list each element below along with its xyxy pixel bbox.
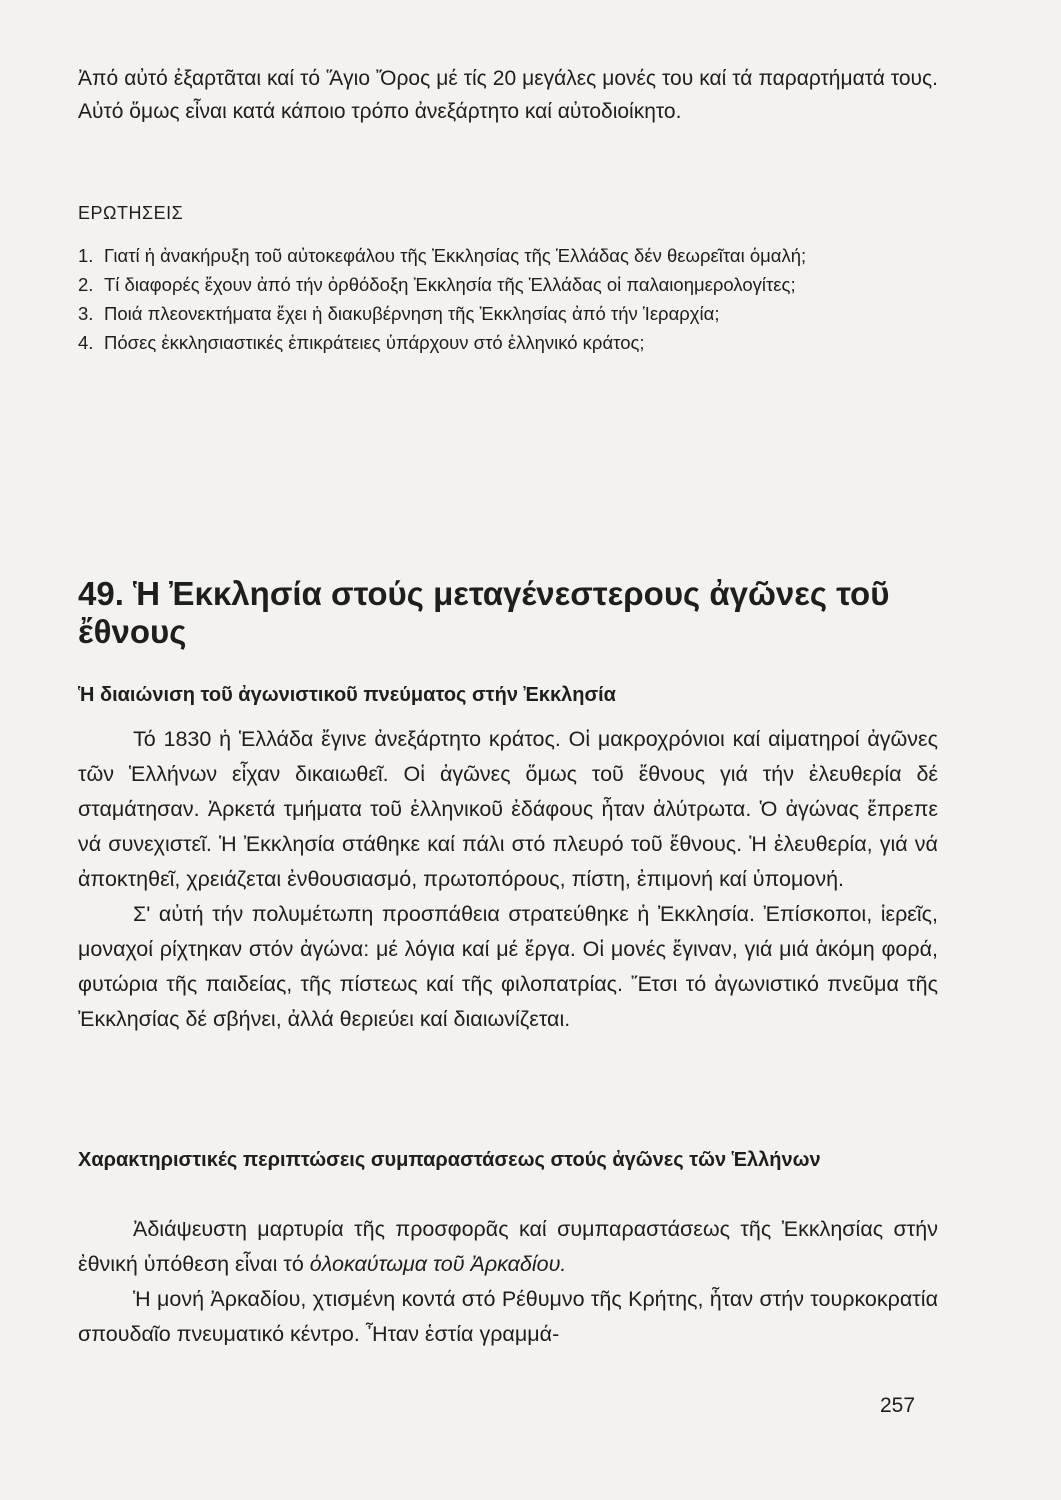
question-text: Γιατί ἡ ἀνακήρυξη τοῦ αὐτοκεφάλου τῆς Ἐκκλησίας τῆς Ἑλλάδας δέν θεωρεῖται ὁμαλή; (104, 245, 807, 266)
question-number: 2. (78, 274, 94, 295)
question-text: Πόσες ἐκκλησιαστικές ἐπικράτειες ὑπάρχουν στό ἑλληνικό κράτος; (104, 332, 645, 353)
question-text: Ποιά πλεονεκτήματα ἔχει ἡ διακυβέρνηση τῆς Ἐκκλησίας ἀπό τήν Ἱεραρχία; (104, 303, 720, 324)
section-body-cases (78, 1212, 938, 1352)
chapter-title: 49. Ἡ Ἐκκλησία στούς μεταγένεστερους ἀγῶνες τοῦ ἔθνους (78, 575, 890, 650)
question-item (78, 329, 938, 356)
paragraph: Ἡ μονή Ἀρκαδίου, χτισμένη κοντά στό Ρέθυμνο τῆς Κρήτης, ἦταν στήν τουρκοκρατία σπουδαῖο πνευματικό κέντρο. Ἦταν ἑστία γραμμά- (78, 1287, 938, 1346)
section-title-perpetuation: Ἡ διαιώνιση τοῦ ἀγωνιστικοῦ πνεύματος στήν Ἐκκλησία (78, 684, 616, 706)
question-item (78, 271, 938, 298)
paragraph: Τό 1830 ἡ Ἑλλάδα ἔγινε ἀνεξάρτητο κράτος. Οἱ μακροχρόνιοι καί αἱματηροί ἀγῶνες τῶν Ἑλλήνων εἶχαν δικαιωθεῖ. Οἱ ἀγῶνες ὅμως τοῦ ἔθνους γιά τήν ἐλευθερία δέ σταμάτησαν. Ἀρκετά τμήματα τοῦ ἑλληνικοῦ ἐδάφους ἦταν ἀλύτρωτα. Ὁ ἀγώνας ἔπρεπε νά συνεχιστεῖ. Ἡ Ἐκκλησία στάθηκε καί πάλι στό πλευρό τοῦ ἔθνους. Ἡ ἐλευθερία, γιά νά ἀποκτηθεῖ, χρειάζεται ἐνθουσιασμό, πρωτοπόρους, πίστη, ἐπιμονή καί ὑπομονή. (78, 727, 938, 891)
question-number: 3. (78, 303, 94, 324)
intro-paragraph: Ἀπό αὐτό ἐξαρτᾶται καί τό Ἅγιο Ὄρος μέ τίς 20 μεγάλες μονές του καί τά παραρτήματά τους. Αὐτό ὅμως εἶναι κατά κάποιο τρόπο ἀνεξάρτητο καί αὐτοδιοίκητο. (78, 67, 938, 123)
question-item (78, 300, 938, 327)
question-item (78, 242, 938, 269)
questions-list (78, 242, 938, 358)
questions-heading: ΕΡΩΤΗΣΕΙΣ (78, 203, 184, 223)
section-title-cases: Χαρακτηριστικές περιπτώσεις συμπαραστάσεως στούς ἀγῶνες τῶν Ἑλλήνων (78, 1149, 821, 1171)
question-text: Τί διαφορές ἔχουν ἀπό τήν ὀρθόδοξη Ἐκκλησία τῆς Ἑλλάδας οἱ παλαιοημερολογίτες; (104, 274, 796, 295)
emphasized-term: ὁλοκαύτωμα τοῦ Ἀρκαδίου. (309, 1252, 567, 1276)
page-number: 257 (880, 1394, 916, 1417)
section-body-perpetuation (78, 722, 938, 1037)
question-number: 1. (78, 245, 94, 266)
paragraph (78, 1212, 938, 1282)
question-number: 4. (78, 332, 94, 353)
paragraph: Σ' αὐτή τήν πολυμέτωπη προσπάθεια στρατεύθηκε ἡ Ἐκκλησία. Ἐπίσκοποι, ἱερεῖς, μοναχοί ρίχτηκαν στόν ἀγώνα: μέ λόγια καί μέ ἔργα. Οἱ μονές ἔγιναν, γιά μιά ἀκόμη φορά, φυτώρια τῆς παιδείας, τῆς πίστεως καί τῆς φιλοπατρίας. Ἔτσι τό ἀγωνιστικό πνεῦμα τῆς Ἐκκλησίας δέ σβήνει, ἀλλά θεριεύει καί διαιωνίζεται. (78, 902, 938, 1031)
paragraph-text: Ἀδιάψευστη μαρτυρία τῆς προσφορᾶς καί συμπαραστάσεως τῆς Ἐκκλησίας στήν ἐθνική ὑπόθεση εἶναι τό (78, 1217, 938, 1276)
